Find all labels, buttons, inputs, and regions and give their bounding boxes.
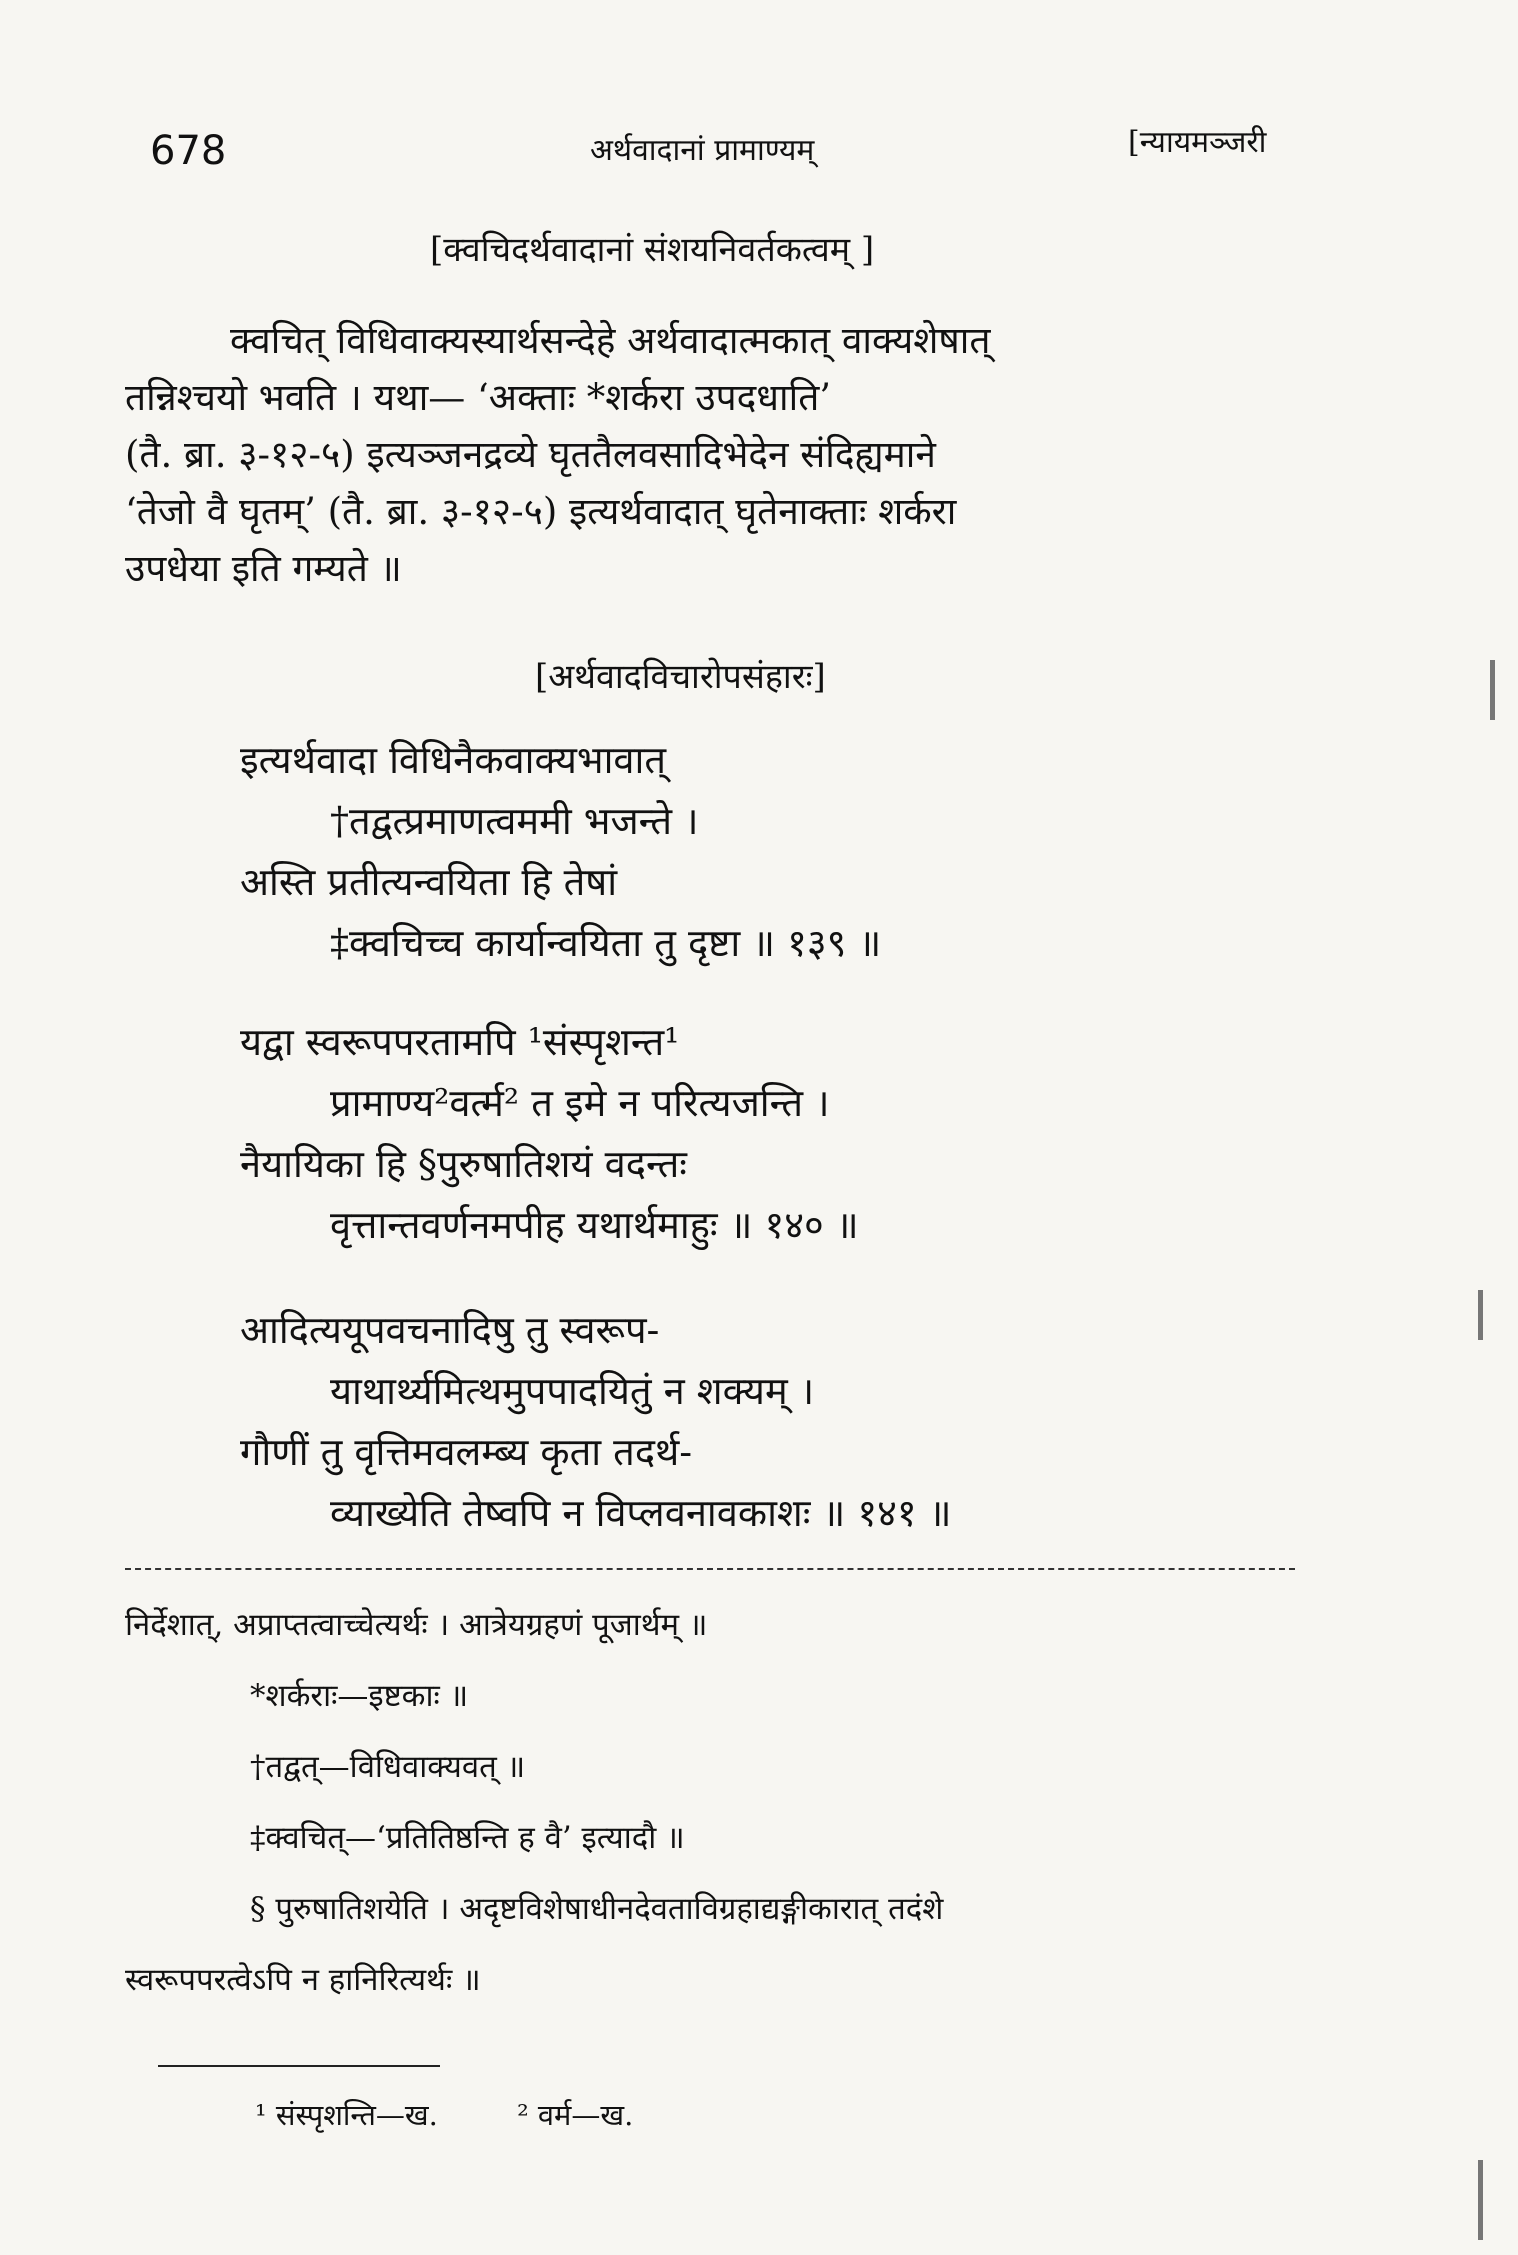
verse-line: अस्ति प्रतीत्यन्वयिता हि तेषां [240,860,618,904]
section-heading-2: [अर्थवादविचारोपसंहारः] [535,657,826,697]
verse-line: नैयायिका हि §पुरुषातिशयं वदन्तः [240,1142,687,1186]
scan-edge-mark [1490,660,1495,720]
verse-line: इत्यर्थवादा विधिनैकवाक्यभावात् [240,738,667,782]
prose-line: तन्निश्चयो भवति । यथा— ‘अक्ताः *शर्करा उपदधाति’ [125,376,832,419]
verse-line: याथार्थ्यमित्थमुपपादयितुं न शक्यम् । [330,1369,815,1413]
verse-line: ‡क्वचिच्च कार्यान्वयिता तु दृष्टा ॥ १३९ ॥ [330,921,882,965]
note-line: ‡क्वचित्—‘प्रतितिष्ठन्ति ह वै’ इत्यादौ ॥ [250,1820,685,1856]
prose-paragraph [125,312,1295,597]
commentary-notes [125,1590,1305,2016]
prose-line: क्वचित् विधिवाक्यस्यार्थसन्देहे अर्थवादात्मकात् वाक्यशेषात् [230,319,991,362]
scan-edge-mark [1478,2160,1483,2240]
footnotes [255,2095,703,2134]
running-title: अर्थवादानां प्रामाण्यम् [590,133,815,168]
verse-line: प्रामाण्य²वर्त्म² त इमे न परित्यजन्ति । [330,1081,830,1125]
commentary-divider [125,1568,1295,1570]
page-number: 678 [150,128,227,174]
prose-line: ‘तेजो वै घृतम्’ (तै. ब्रा. ३-१२-५) इत्यर्थवादात् घृतेनाक्ताः शर्करा [125,490,957,533]
footnote-divider [158,2065,440,2067]
verse-line: आदित्ययूपवचनादिषु तु स्वरूप- [240,1308,660,1352]
verse-141 [240,1300,951,1544]
running-book-title: [न्यायमञ्जरी [1128,125,1267,160]
prose-line: उपधेया इति गम्यते ॥ [125,547,402,590]
note-line: निर्देशात्, अप्राप्तत्वाच्चेत्यर्थः । आत्रेयग्रहणं पूजार्थम् ॥ [125,1607,708,1643]
verse-line: †तद्वत्प्रमाणत्वममी भजन्ते । [330,799,699,843]
note-line: § पुरुषातिशयेति । अदृष्टविशेषाधीनदेवताविग्रहाद्यङ्गीकारात् तदंशे [250,1891,944,1927]
verse-line: गौणीं तु वृत्तिमवलम्ब्य कृता तदर्थ- [240,1430,693,1474]
verse-line: व्याख्येति तेष्वपि न विप्लवनावकाशः ॥ १४१ ॥ [330,1491,952,1535]
prose-line: (तै. ब्रा. ३-१२-५) इत्यञ्जनद्रव्ये घृततैलवसादिभेदेन संदिह्यमाने [125,433,936,476]
footnote: ² वर्म—ख. [517,2098,634,2132]
verse-line: वृत्तान्तवर्णनमपीह यथार्थमाहुः ॥ १४० ॥ [330,1203,859,1247]
verse-line: यद्वा स्वरूपपरतामपि ¹संस्पृशन्त¹ [240,1020,680,1064]
verse-140 [240,1012,859,1256]
note-line: स्वरूपपरत्वेऽपि न हानिरित्यर्थः ॥ [125,1962,481,1998]
verse-139 [240,730,881,974]
section-heading-1: [क्वचिदर्थवादानां संशयनिवर्तकत्वम् ] [430,230,875,270]
note-line: †तद्वत्—विधिवाक्यवत् ॥ [250,1749,526,1785]
scan-edge-mark [1478,1290,1483,1340]
note-line: *शर्कराः—इष्टकाः ॥ [250,1678,469,1714]
footnote: ¹ संस्पृशन्ति—ख. [255,2098,438,2132]
